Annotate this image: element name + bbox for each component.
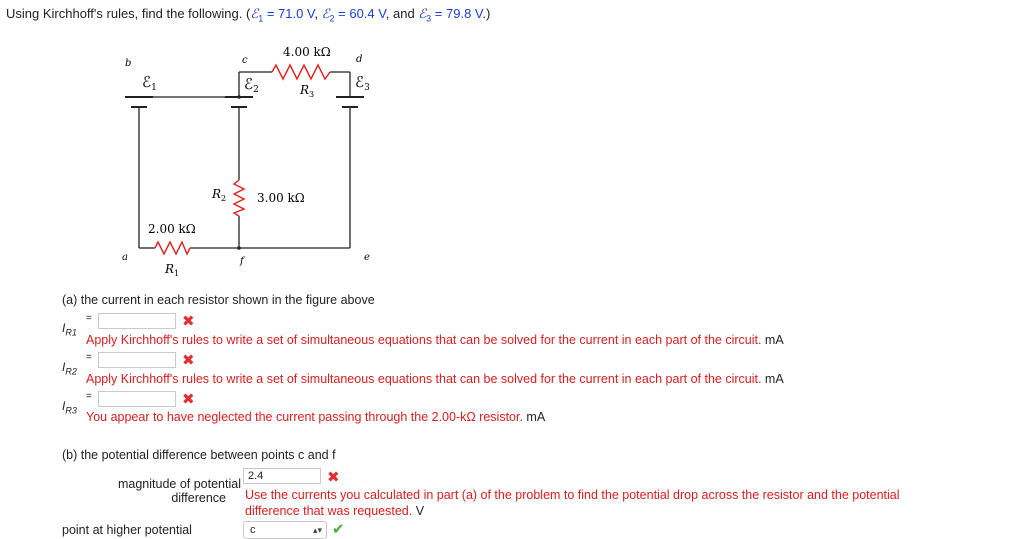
emf1-symbol: ℰ [250,6,259,21]
magnitude-input[interactable]: 2.4 [243,468,321,484]
higher-potential-select[interactable] [243,521,327,539]
r2-value: 3.00 kΩ [257,191,305,205]
emf3-label: ℰ$_3$ [355,73,370,93]
emf1-label: ℰ$_1$ [142,73,157,93]
emf3-value: = 79.8 V [431,6,483,21]
question-text [6,6,490,24]
emf2-symbol: ℰ [321,6,330,21]
ir1-equals: = [86,313,92,324]
wrong-icon: ✖ [327,468,340,486]
emf2-value: = 60.4 V [334,6,386,21]
resistor-r3 [272,65,330,79]
ir3-feedback: You appear to have neglected the current passing through the 2.00-kΩ resistor. mA [86,410,546,424]
ir1-input[interactable] [98,313,176,329]
node-c: c [242,55,248,66]
part-b-title: (b) the potential difference between points c and f [62,448,336,462]
node-f: f [240,256,244,267]
circuit-diagram [110,40,380,280]
resistor-r1 [155,242,190,254]
r3-label: $R_3$ [300,83,315,99]
question-prefix: Using Kirchhoff's rules, find the following. ( [6,6,251,21]
wrong-icon: ✖ [182,390,195,408]
ir3-equals: = [86,391,92,402]
node-d: d [356,54,363,65]
emf2-sub: 2 [329,13,335,24]
ir2-label: $I_{R2}$ [62,360,77,377]
ir3-label: $I_{R3}$ [62,399,77,416]
ir3-input[interactable] [98,391,176,407]
magnitude-label: magnitude of potential difference [117,477,241,505]
sep: , and [385,6,419,21]
r3-value: 4.00 kΩ [283,45,331,59]
higher-potential-value: c [250,524,256,536]
resistor-r2 [234,180,244,216]
sep: , [314,6,322,21]
emf3-symbol: ℰ [418,6,427,21]
node-e: e [364,252,370,263]
select-arrows-icon: ▴▾ [312,525,322,535]
wrong-icon: ✖ [182,312,195,330]
higher-potential-label: point at higher potential [62,523,192,537]
emf1-value: = 71.0 V [263,6,315,21]
emf2-label: ℰ$_2$ [244,75,259,95]
ir2-feedback: Apply Kirchhoff's rules to write a set of simultaneous equations that can be solved for the current in each part of the circuit. mA [86,372,784,386]
wrong-icon: ✖ [182,351,195,369]
part-a-title: (a) the current in each resistor shown in the figure above [62,293,375,307]
emf3-sub: 3 [426,13,432,24]
ir2-equals: = [86,352,92,363]
suffix: .) [482,6,491,21]
r1-label: $R_1$ [165,262,180,278]
ir1-label: $I_{R1}$ [62,321,77,338]
emf1-sub: 1 [258,13,264,24]
node-a: a [122,252,128,263]
ir2-input[interactable] [98,352,176,368]
node-b: b [125,58,132,69]
magnitude-feedback: Use the currents you calculated in part (a) of the problem to find the potential drop across the resistor and the potential difference that was requested. V [245,488,900,518]
ir1-feedback: Apply Kirchhoff's rules to write a set of simultaneous equations that can be solved for the current in each part of the circuit. mA [86,333,784,347]
r1-value: 2.00 kΩ [148,222,196,236]
r2-label: $R_2$ [212,187,227,203]
correct-icon: ✔ [332,520,345,538]
